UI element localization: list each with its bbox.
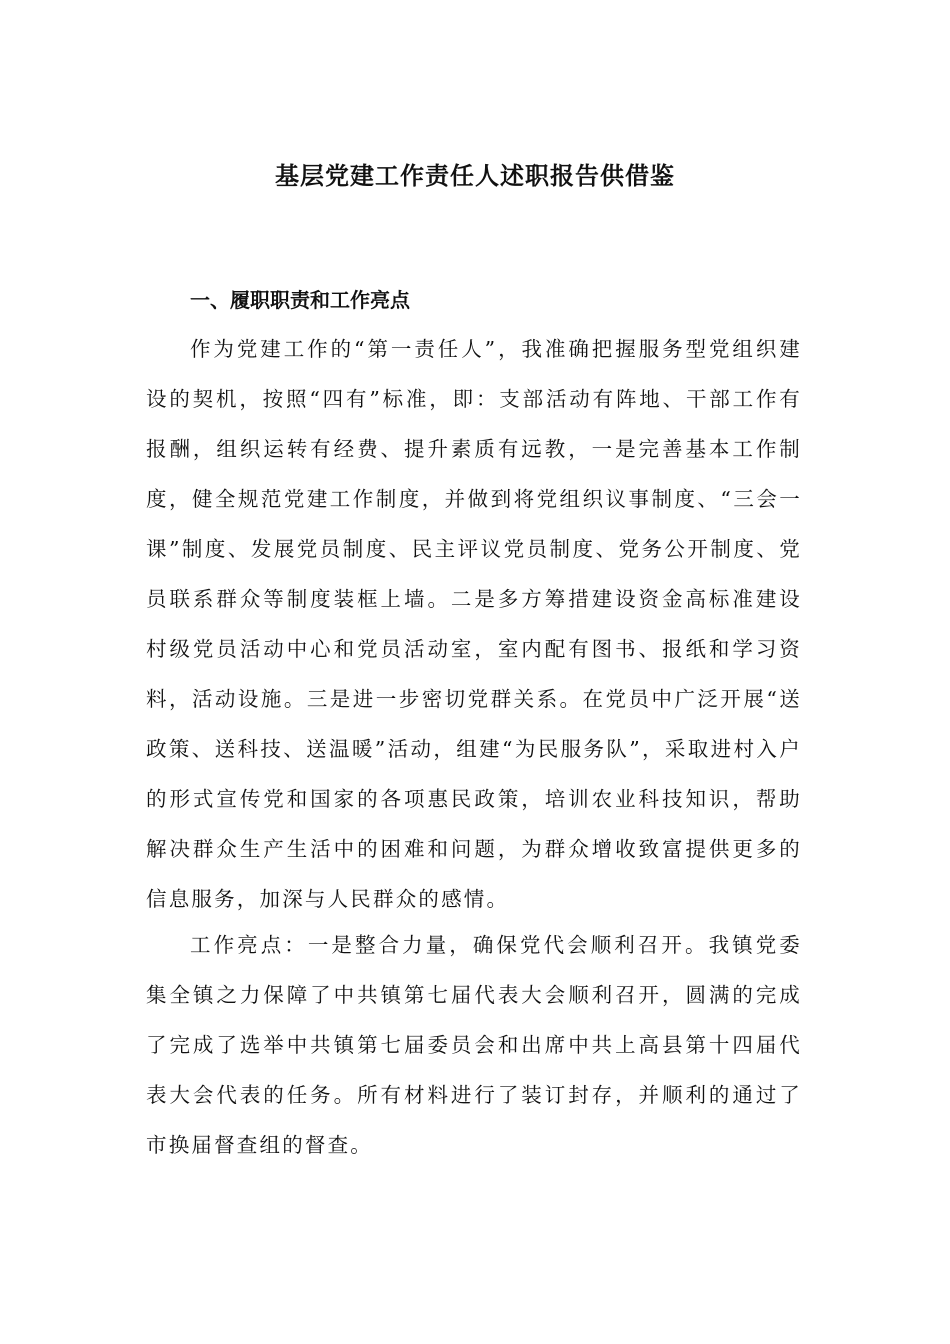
body-paragraph: 作为党建工作的“第一责任人”，我准确把握服务型党组织建设的契机，按照“四有”标准，即：支部活动有阵地、干部工作有报酬，组织运转有经费、提升素质有远教，一是完善基本工作制度，健全规范党建工作制度，并做到将党组织议事制度、“三会一课”制度、发展党员制度、民主评议党员制度、党务公开制度、党员联系群众等制度装框上墙。二是多方筹措建设资金高标准建设村级党员活动中心和党员活动室，室内配有图书、报纸和学习资料，活动设施。三是进一步密切党群关系。在党员中广泛开展“送政策、送科技、送温暖”活动，组建“为民服务队”，采取进村入户的形式宣传党和国家的各项惠民政策，培训农业科技知识，帮助解决群众生产生活中的困难和问题，为群众增收致富提供更多的信息服务，加深与人民群众的感情。	[146, 337, 802, 911]
section-heading: 一、履职职责和工作亮点	[190, 288, 410, 312]
body-paragraph: 工作亮点：一是整合力量，确保党代会顺利召开。我镇党委集全镇之力保障了中共镇第七届代表大会顺利召开，圆满的完成了完成了选举中共镇第七届委员会和出席中共上高县第十四届代表大会代表的任务。所有材料进行了装订封存，并顺利的通过了市换届督查组的督查。	[146, 933, 802, 1157]
document-title: 基层党建工作责任人述职报告供借鉴	[275, 161, 675, 190]
